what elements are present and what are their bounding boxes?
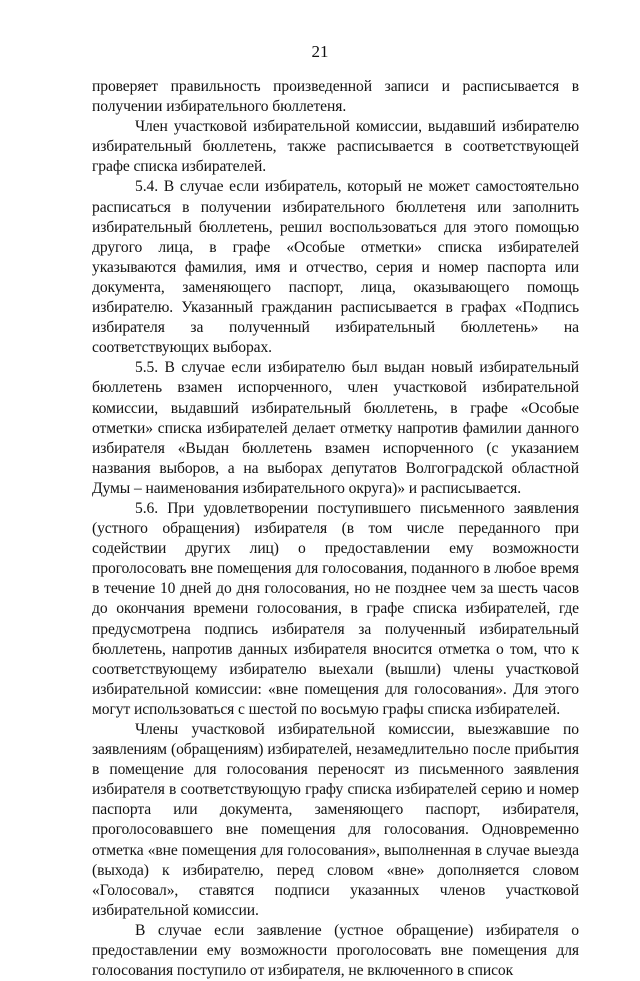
paragraph-5-5: 5.5. В случае если избирателю был выдан новый избирательный бюллетень взамен испорченного, член участковой избирательной комиссии, выдавший избирательный бюллетень, в графе «Особые отметки» списка избирателей делает отметку напротив фамилии данного избирателя «Выдан бюллетень взамен испорченного (с указанием названия выборов, а на выборах депутатов Волгоградской областной Думы – наименования избирательного округа)» и расписывается. (92, 359, 579, 497)
paragraph-5-6: 5.6. При удовлетворении поступившего письменного заявления (устного обращения) избирателя (в том числе переданного при содействии других лиц) о предоставлении ему возможности проголосовать вне помещения для голосования, поданного в любое время в течение 10 дней до дня голосования, но не позднее чем за шесть часов до окончания времени голосования, в графе списка избирателей, где предусмотрена подпись избирателя за полученный избирательный бюллетень, напротив данных избирателя вносится отметка о том, что к соответствующему избирателю выехали (вышли) члены участковой избирательной комиссии: «вне помещения для голосования». Для этого могут использоваться с шестой по восьмую графы списка избирателей. (92, 499, 579, 718)
paragraph-commission-members-outside: Члены участковой избирательной комиссии, выезжавшие по заявлениям (обращениям) избирателей, незамедлительно после прибытия в помещение для голосования переносят из письменного заявления избирателя в соответствующую графу списка избирателей серию и номер паспорта или документа, заменяющего паспорт, избирателя, проголосовавшего вне помещения для голосования. Одновременно отметка «вне помещения для голосования», выполненная в случае выезда (выхода) к избирателю, перед словом «вне» дополняется словом «Голосовал», ставятся подписи указанных членов участковой избирательной комиссии. (92, 721, 579, 919)
paragraph-commission-member-signature: Член участковой избирательной комиссии, выдавший избирателю избирательный бюллетень, также расписывается в соответствующей графе списка избирателей. (92, 118, 579, 176)
paragraph-continuation: проверяет правильность произведенной записи и расписывается в получении избирательного бюллетеня. (92, 78, 579, 116)
page-number: 21 (311, 42, 329, 61)
paragraph-not-in-list: В случае если заявление (устное обращение) избирателя о предоставлении ему возможности проголосовать вне помещения для голосования поступило от избирателя, не включенного в список (92, 921, 579, 980)
document-body (92, 77, 579, 981)
paragraph-5-4: 5.4. В случае если избиратель, который не может самостоятельно расписаться в получении избирательного бюллетеня или заполнить избирательный бюллетень, решил воспользоваться для этого помощью другого лица, в графе «Особые отметки» списка избирателей указываются фамилия, имя и отчество, серия и номер паспорта или документа, заменяющего паспорт, лица, оказывающего помощь избирателю. Указанный гражданин расписывается в графах «Подпись избирателя за полученный избирательный бюллетень» на соответствующих выборах. (92, 178, 579, 357)
